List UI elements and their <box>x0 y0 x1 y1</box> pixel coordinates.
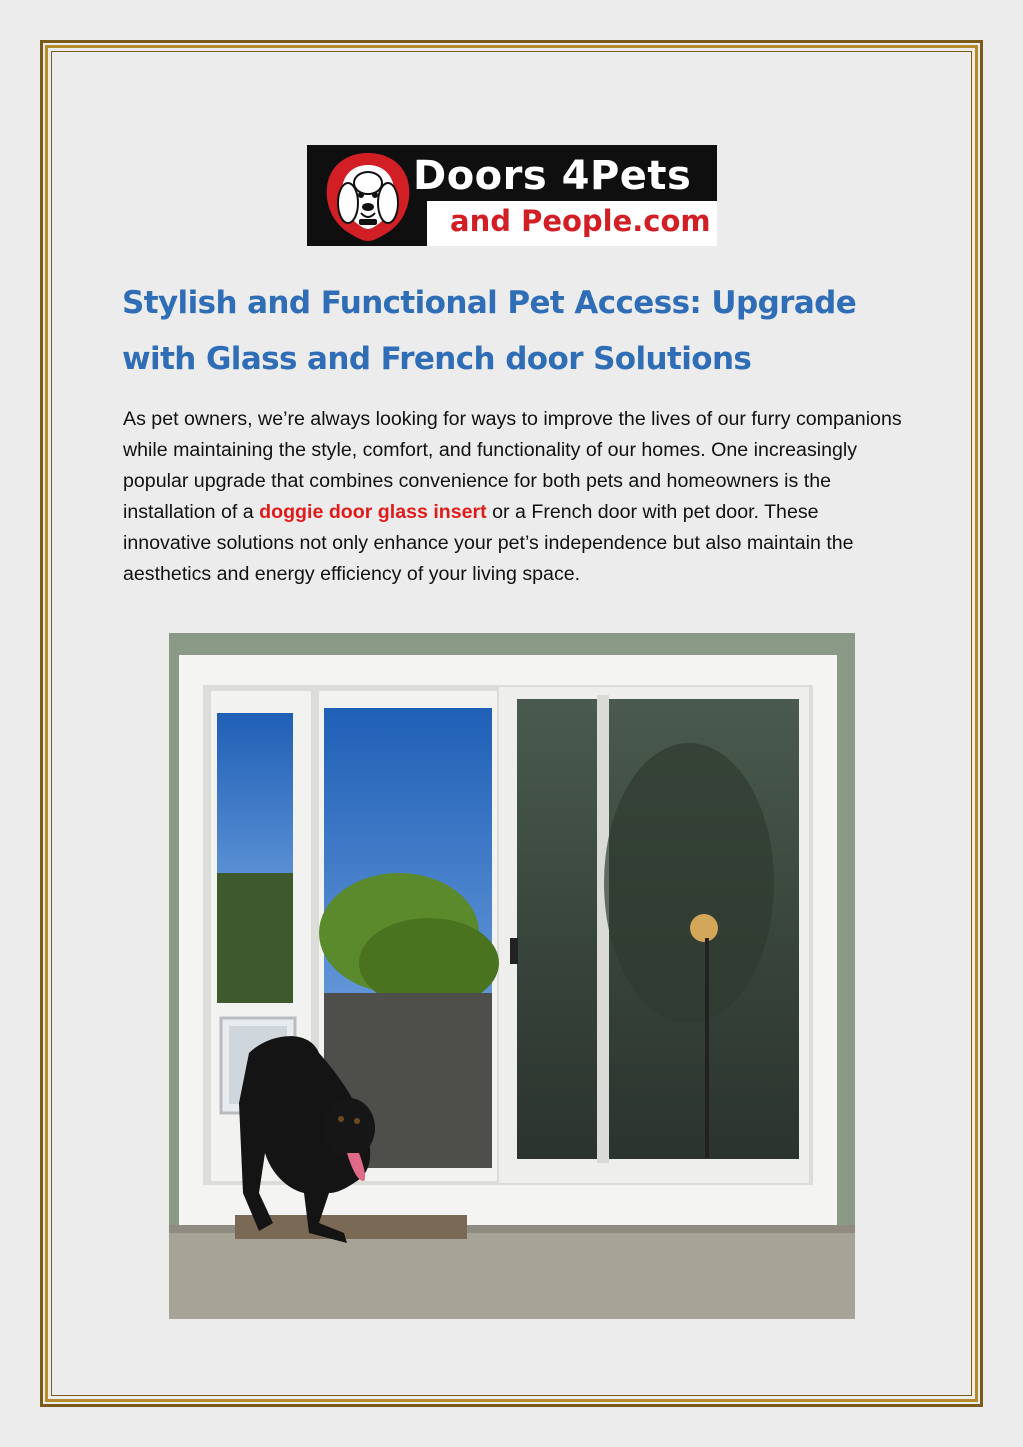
dog-head-icon <box>315 149 421 243</box>
article-paragraph <box>123 404 903 590</box>
logo-text-doors4pets: Doors 4Pets <box>413 153 692 199</box>
doggie-door-glass-insert-link[interactable]: doggie door glass insert <box>259 501 487 523</box>
sliding-glass-door-photo <box>169 633 855 1319</box>
article-title: Stylish and Functional Pet Access: Upgrade with Glass and French door Solutions <box>122 285 857 377</box>
brand-logo <box>307 145 717 246</box>
logo-text-and-people: and People.com <box>450 204 711 238</box>
paragraph-text-after-link: or a French door with pet door. These innovative solutions not only enhance your pet’s independence but also maintain the aesthetics and energy efficiency of your living space. <box>123 501 854 585</box>
paragraph-text-before-link: As pet owners, we’re always looking for ways to improve the lives of our furry companions while maintaining the style, comfort, and functionality of our homes. One increasingly popular upgrade that combines convenience for both pets and homeowners is the installation of a <box>123 408 902 523</box>
